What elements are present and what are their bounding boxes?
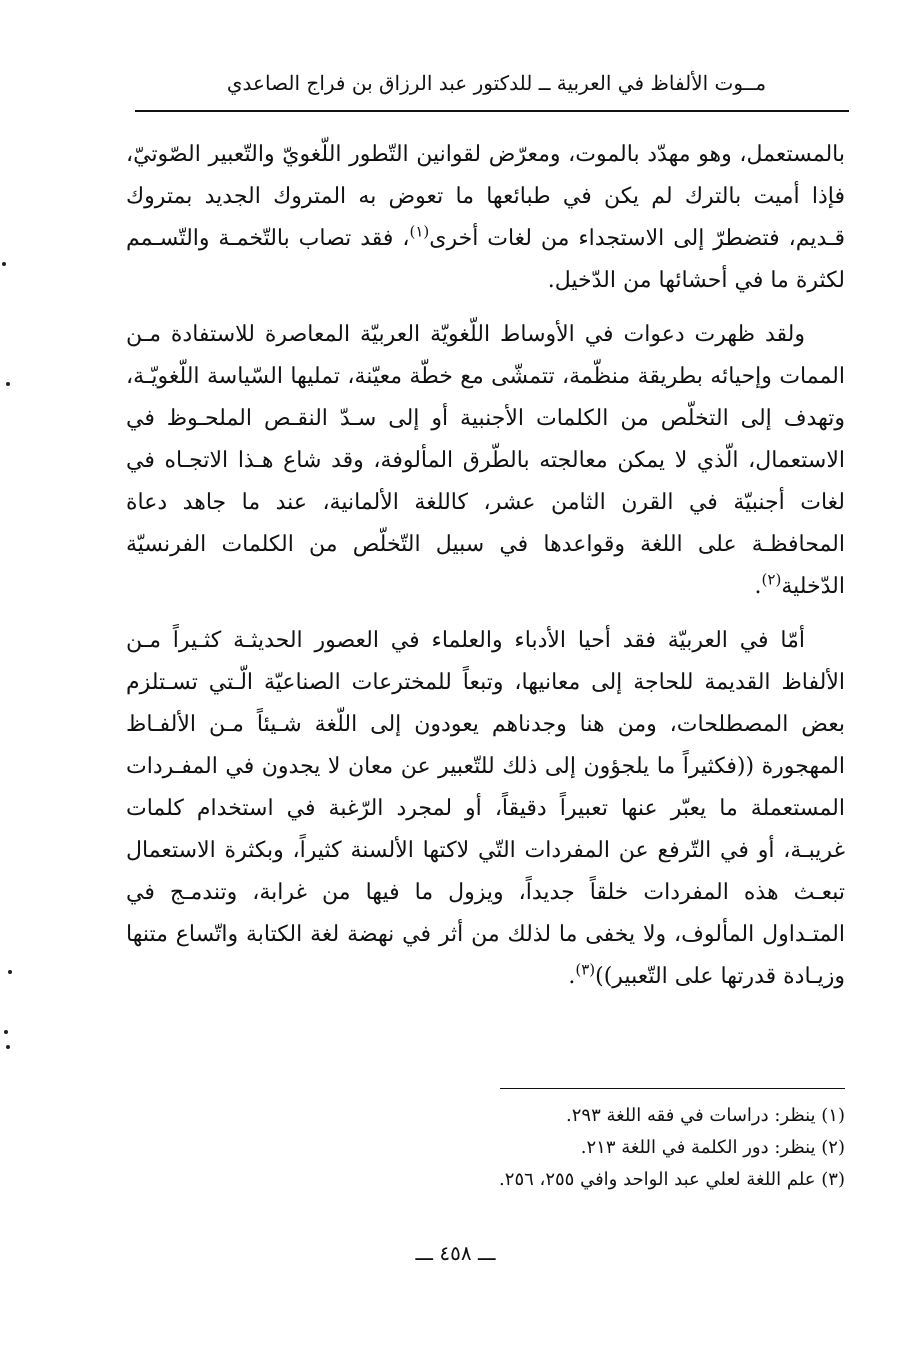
footnote-ref-1: (١) (409, 222, 430, 241)
paragraph-2 (126, 314, 845, 608)
paragraph-2-text: ولقد ظهرت دعوات في الأوساط اللّغويّة العربيّة المعاصرة للاستفادة مـن الممات وإحيائه بطريقة منظّمة، تتمشّى مع خطّة معيّنة، تمليها السّياسة اللّغويّـة، وتهدف إلى التخلّص من الكلمات الأجنبية أو إلى سـدّ النقـص الملحـوظ في الاستعمال، الّذي لا يمكن معالجته بالطّرق المألوفة، وقد شاع هـذا الاتجـاه في لغات أجنبيّة في القرن الثامن عشر، كاللغة الألمانية، عند ما جاهد دعاة المحافظـة على اللغة وقواعدها في سبيل التّخلّص من الكلمات الفرنسيّة الدّخلية (126, 322, 845, 599)
footnote-ref-2: (٢) (761, 570, 782, 589)
paragraph-3-text-end: . (568, 964, 576, 989)
footnote-2: (٢) ينظر: دور الكلمة في اللغة ٢١٣. (580, 1137, 845, 1158)
scan-speck (6, 382, 10, 386)
header-rule (135, 110, 849, 112)
paragraph-1 (126, 134, 845, 302)
scan-speck (4, 1030, 8, 1034)
running-header: مــوت الألفاظ في العربية ــ للدكتور عبد الرزاق بن فراج الصاعدي (226, 71, 767, 95)
main-text (126, 134, 845, 1010)
footnotes (126, 1100, 845, 1196)
scan-speck (8, 970, 12, 974)
paragraph-3-text: أمّا في العربيّة فقد أحيا الأدباء والعلماء في العصور الحديثـة كثـيراً مـن الألفاظ القديمة للحاجة إلى معانيها، وتبعاً للمخترعات الصناعيّة الّـتي تسـتلزم بعض المصطلحات، ومن هنا وجدناهم يعودون إلى اللّغة شـيئاً مـن الألفـاظ المهجورة ((فكثيراً ما يلجؤون إلى ذلك للتّعبير عن معان لا يجدون في المفـردات المستعملة ما يعبّر عنها تعبيراً دقيقاً، أو لمجرد الرّغبة في استخدام كلمات غريبـة، أو في التّرفع عن المفردات التّي لاكتها الألسنة كثيراً، وبكثرة الاستعمال تبعـث هذه المفردات خلقاً جديداً، ويزول ما فيها من غرابة، وتندمـج في المتـداول المألوف، ولا يخفى ما لذلك من أثر في نهضة لغة الكتابة واتّساع متنها وزيـادة قدرتها على التّعبير)) (126, 628, 845, 989)
footnote-rule (500, 1088, 845, 1089)
paragraph-3 (126, 620, 845, 998)
page-number: ـــ ٤٥٨ ـــ (415, 1241, 496, 1265)
scan-speck (6, 1045, 10, 1049)
paragraph-1-text-end: ، فقد تصاب بالتّخمـة والتّسـمم لكثرة ما في أحشائها من الدّخيل. (126, 226, 845, 293)
footnote-3: (٣) علم اللغة لعلي عبد الواحد وافي ٢٥٥، ٢٥٦. (499, 1169, 845, 1190)
paragraph-1-text: بالمستعمل، وهو مهدّد بالموت، ومعرّض لقوانين التّطور اللّغويّ والتّعبير الصّوتيّ، فإذا أميت بالترك لم يكن في طبائعها ما تعوض به المتروك الجديد بمتروك قـديم، فتضطرّ إلى الاستجداء من لغات أخرى (126, 142, 845, 251)
footnote-ref-3: (٣) (575, 960, 596, 979)
paragraph-2-text-end: . (754, 574, 762, 599)
footnote-1: (١) ينظر: دراسات في فقه اللغة ٢٩٣. (566, 1105, 845, 1126)
scan-speck (2, 262, 6, 266)
